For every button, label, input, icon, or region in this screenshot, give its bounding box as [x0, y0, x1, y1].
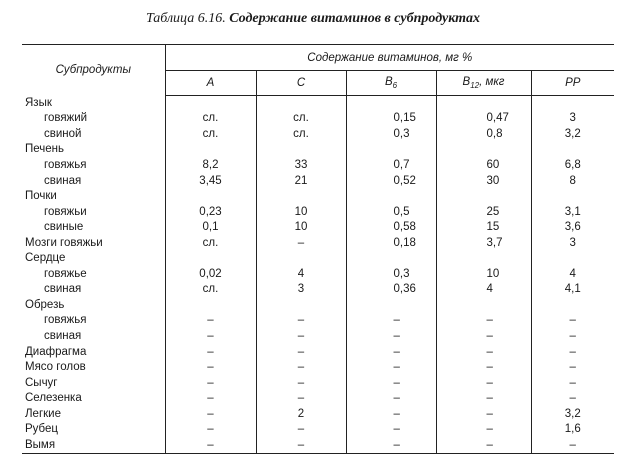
table-row	[22, 127, 614, 143]
cell-b12: –	[436, 329, 531, 345]
cell-c: –	[256, 422, 346, 438]
table-row	[22, 391, 614, 407]
cell-a: –	[165, 438, 256, 454]
cell-c: –	[256, 235, 346, 251]
header-col-b6: $B_6$	[346, 71, 436, 95]
cell-a	[165, 298, 256, 314]
cell-c: –	[256, 391, 346, 407]
cell-b6: –	[346, 375, 436, 391]
cell-pp: 4	[569, 267, 576, 280]
table-row	[22, 344, 614, 360]
cell-b12: –	[436, 406, 531, 422]
header-group: Содержание витаминов, мг %	[165, 45, 614, 71]
table-row	[22, 204, 614, 220]
cell-a: сл.	[165, 111, 256, 127]
cell-b12: 3,7	[436, 235, 531, 251]
row-name: Печень	[22, 142, 165, 158]
row-name: Сычуг	[22, 375, 165, 391]
cell-a: –	[165, 391, 256, 407]
cell-a: 0,1	[165, 220, 256, 236]
row-name: Вымя	[22, 438, 165, 454]
cell-pp	[531, 95, 614, 111]
table-row	[22, 313, 614, 329]
header-first-col: Субпродукты	[22, 45, 165, 96]
cell-pp: –	[569, 376, 576, 389]
cell-a: –	[165, 422, 256, 438]
table-row	[22, 251, 614, 267]
cell-a: сл.	[165, 235, 256, 251]
row-subname: свиная	[22, 282, 165, 298]
cell-b6: –	[346, 360, 436, 376]
cell-a	[165, 95, 256, 111]
cell-c	[256, 298, 346, 314]
table-row	[22, 142, 614, 158]
cell-b12: 4	[436, 282, 531, 298]
cell-b6: –	[346, 406, 436, 422]
cell-a	[165, 142, 256, 158]
table-row	[22, 220, 614, 236]
row-subname: говяжьи	[22, 204, 165, 220]
table-row	[22, 282, 614, 298]
header-col-pp: PP	[531, 71, 614, 95]
cell-c: –	[256, 313, 346, 329]
cell-c: 21	[256, 173, 346, 189]
cell-b6	[346, 95, 436, 111]
cell-pp: 3	[569, 112, 576, 125]
row-subname: говяжья	[22, 158, 165, 174]
cell-b6	[346, 142, 436, 158]
cell-c: 33	[256, 158, 346, 174]
cell-pp: –	[569, 314, 576, 327]
cell-c: сл.	[256, 127, 346, 143]
cell-b6: –	[346, 391, 436, 407]
cell-a: 8,2	[165, 158, 256, 174]
table-row	[22, 406, 614, 422]
cell-b12: 30	[436, 173, 531, 189]
cell-b12: –	[436, 344, 531, 360]
cell-pp: 3	[569, 236, 576, 249]
caption-title: Содержание витаминов в субпродуктах	[229, 11, 480, 26]
cell-pp	[531, 189, 614, 205]
table-row	[22, 422, 614, 438]
cell-b12: –	[436, 391, 531, 407]
cell-pp: 8	[569, 174, 576, 187]
table-row	[22, 375, 614, 391]
cell-b12: 15	[436, 220, 531, 236]
cell-pp: 1,6	[564, 423, 581, 436]
row-name: Селезенка	[22, 391, 165, 407]
cell-pp: –	[569, 329, 576, 342]
cell-c: 2	[256, 406, 346, 422]
header-col-a: A	[165, 71, 256, 95]
cell-pp	[531, 142, 614, 158]
table-row	[22, 298, 614, 314]
cell-pp: –	[569, 361, 576, 374]
cell-b6: –	[346, 438, 436, 454]
row-subname: свиная	[22, 173, 165, 189]
cell-a: –	[165, 406, 256, 422]
cell-b12	[436, 142, 531, 158]
cell-b12: –	[436, 422, 531, 438]
cell-c	[256, 142, 346, 158]
cell-b6: 0,3	[346, 127, 436, 143]
header-row-top	[22, 45, 614, 71]
cell-b12: –	[436, 375, 531, 391]
cell-b12	[436, 298, 531, 314]
row-name: Обрезь	[22, 298, 165, 314]
row-name: Почки	[22, 189, 165, 205]
cell-b6	[346, 251, 436, 267]
cell-a: –	[165, 329, 256, 345]
table-caption	[0, 11, 626, 27]
cell-c: –	[256, 344, 346, 360]
cell-b6	[346, 189, 436, 205]
cell-b12: 60	[436, 158, 531, 174]
row-subname: говяжий	[22, 111, 165, 127]
cell-b6: 0,3	[346, 267, 436, 283]
row-name: Язык	[22, 95, 165, 111]
cell-c: –	[256, 360, 346, 376]
row-subname: говяжья	[22, 313, 165, 329]
caption-label: Таблица 6.16.	[145, 11, 226, 26]
row-name: Диафрагма	[22, 344, 165, 360]
cell-c	[256, 251, 346, 267]
cell-b6: 0,7	[346, 158, 436, 174]
cell-a: 0,02	[165, 267, 256, 283]
cell-c	[256, 95, 346, 111]
cell-c: 10	[256, 204, 346, 220]
cell-pp: 4,1	[564, 283, 581, 296]
table-row	[22, 189, 614, 205]
cell-c	[256, 189, 346, 205]
table-row	[22, 158, 614, 174]
cell-a: –	[165, 313, 256, 329]
row-subname: свиная	[22, 329, 165, 345]
cell-b6: 0,36	[346, 282, 436, 298]
cell-b12: –	[436, 360, 531, 376]
cell-b12: 25	[436, 204, 531, 220]
cell-c: сл.	[256, 111, 346, 127]
cell-b6	[346, 298, 436, 314]
cell-pp: –	[569, 345, 576, 358]
cell-c: –	[256, 438, 346, 454]
cell-b6: 0,18	[346, 235, 436, 251]
row-subname: свиной	[22, 127, 165, 143]
cell-c: –	[256, 329, 346, 345]
cell-pp: 3,1	[564, 205, 581, 218]
cell-a: сл.	[165, 282, 256, 298]
cell-a: –	[165, 344, 256, 360]
table-row	[22, 95, 614, 111]
table-row	[22, 360, 614, 376]
cell-b12	[436, 251, 531, 267]
cell-b12: 0,8	[436, 127, 531, 143]
table-row	[22, 235, 614, 251]
cell-pp	[531, 251, 614, 267]
cell-b12: 10	[436, 267, 531, 283]
cell-a: –	[165, 360, 256, 376]
cell-b6: 0,5	[346, 204, 436, 220]
cell-pp: –	[531, 438, 614, 454]
row-subname: свиные	[22, 220, 165, 236]
cell-a: сл.	[165, 127, 256, 143]
cell-b6: –	[346, 313, 436, 329]
table-row	[22, 111, 614, 127]
cell-b12: –	[436, 438, 531, 454]
cell-pp: 3,2	[564, 407, 581, 420]
cell-a	[165, 189, 256, 205]
table-row	[22, 329, 614, 345]
vitamin-table	[22, 44, 614, 454]
cell-b12: 0,47	[436, 111, 531, 127]
cell-pp	[531, 298, 614, 314]
row-name: Легкие	[22, 406, 165, 422]
cell-pp: –	[569, 392, 576, 405]
table-body	[22, 95, 614, 454]
cell-a: 3,45	[165, 173, 256, 189]
row-name: Мясо голов	[22, 360, 165, 376]
cell-c: 3	[256, 282, 346, 298]
cell-a: 0,23	[165, 204, 256, 220]
cell-b6: –	[346, 344, 436, 360]
table-row	[22, 173, 614, 189]
row-name: Мозги говяжьи	[22, 235, 165, 251]
cell-c: 4	[256, 267, 346, 283]
row-name: Сердце	[22, 251, 165, 267]
table-row	[22, 438, 614, 454]
cell-c: –	[256, 375, 346, 391]
cell-a: –	[165, 375, 256, 391]
header-col-c: C	[256, 71, 346, 95]
cell-b12: –	[436, 313, 531, 329]
cell-b6: 0,58	[346, 220, 436, 236]
cell-pp: 3,6	[564, 221, 581, 234]
row-name: Рубец	[22, 422, 165, 438]
cell-b6: –	[346, 329, 436, 345]
cell-pp: 3,2	[564, 127, 581, 140]
cell-b12	[436, 95, 531, 111]
cell-b6: –	[346, 422, 436, 438]
cell-b6: 0,52	[346, 173, 436, 189]
table-row	[22, 267, 614, 283]
cell-b6: 0,15	[346, 111, 436, 127]
row-subname: говяжье	[22, 267, 165, 283]
cell-a	[165, 251, 256, 267]
cell-b12	[436, 189, 531, 205]
cell-pp: 6,8	[564, 158, 581, 171]
cell-c: 10	[256, 220, 346, 236]
header-col-b12: $B_{12}$, мкг	[436, 71, 531, 95]
